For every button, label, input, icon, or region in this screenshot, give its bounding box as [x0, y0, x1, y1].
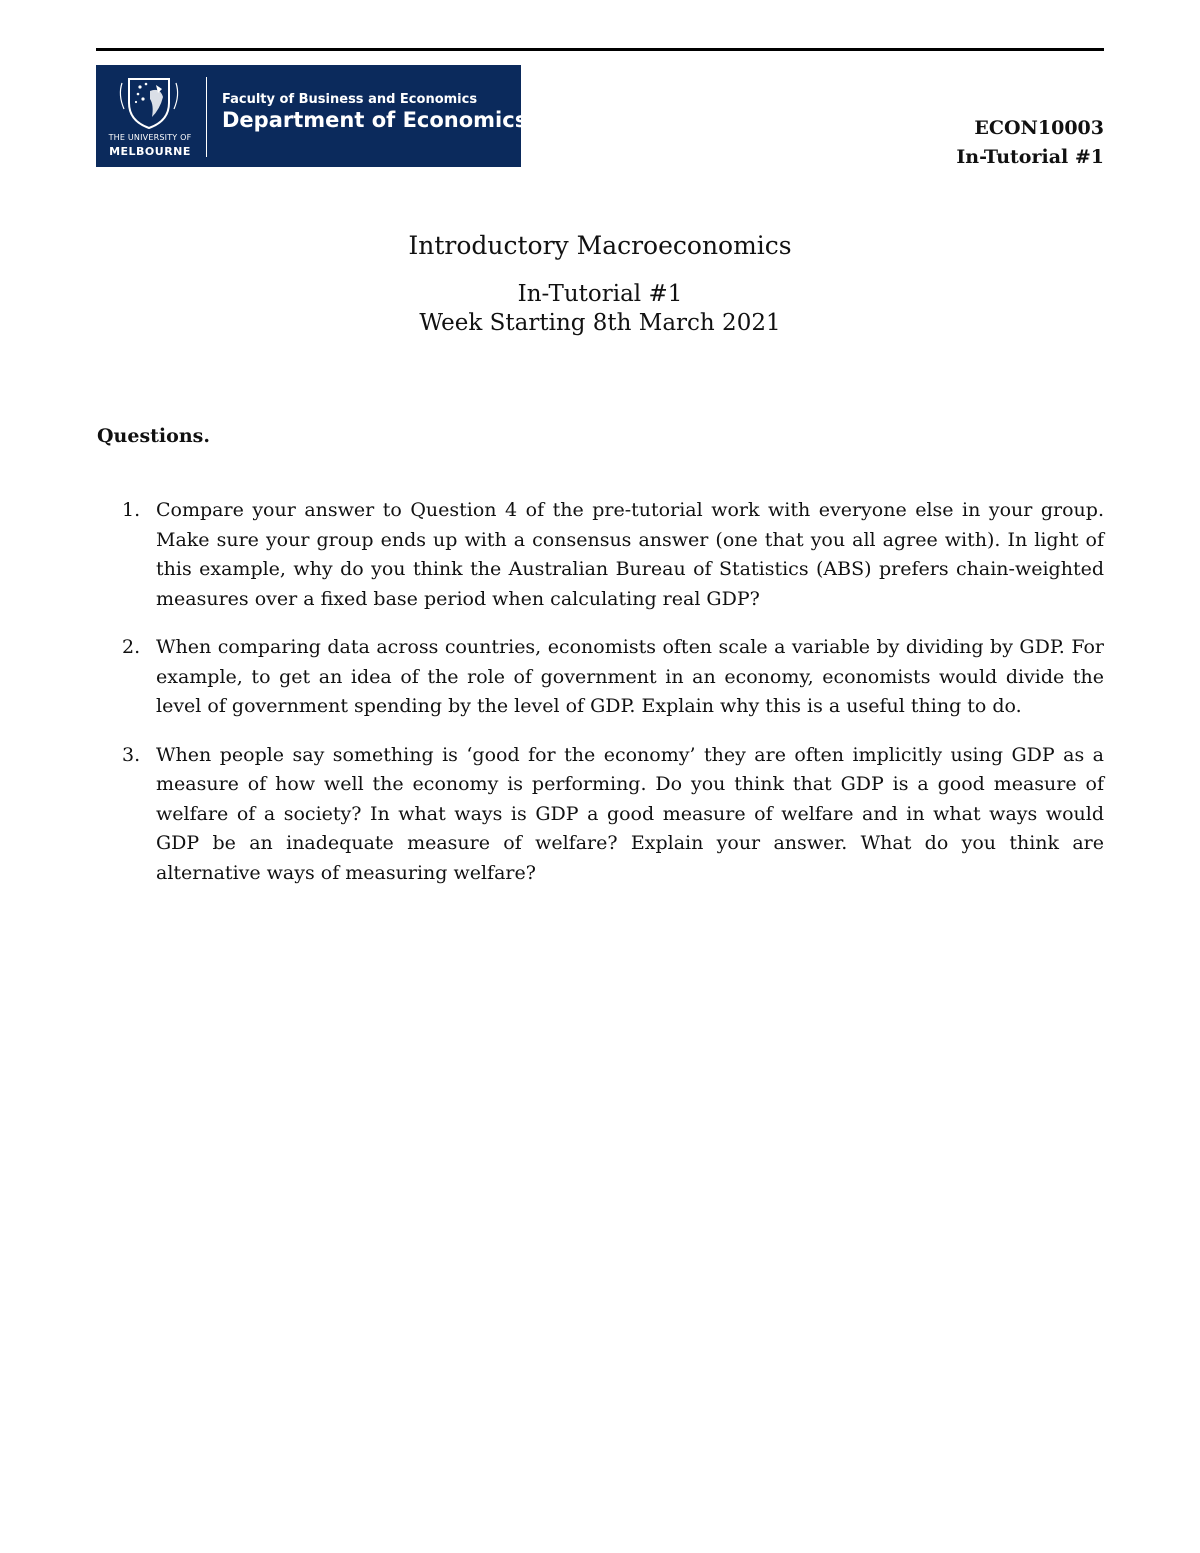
- question-number: 1.: [122, 499, 141, 521]
- top-rule: [96, 48, 1104, 51]
- question-item: [122, 741, 1104, 889]
- document-subtitle: In-Tutorial #1: [517, 281, 683, 307]
- logo-divider: [206, 77, 207, 157]
- question-number: 2.: [122, 636, 141, 658]
- question-list: [122, 496, 1104, 907]
- university-crest-icon: [116, 73, 182, 131]
- university-name-line2: MELBOURNE: [109, 145, 191, 158]
- department-name: Department of Economics: [222, 108, 528, 132]
- document-week: Week Starting 8th March 2021: [419, 310, 781, 336]
- question-item: [122, 633, 1104, 722]
- title-block: [0, 229, 1200, 338]
- course-code: ECON10003: [974, 117, 1104, 139]
- faculty-name: Faculty of Business and Economics: [222, 92, 478, 107]
- question-number: 3.: [122, 743, 141, 766]
- question-text: When comparing data across countries, economists often scale a variable by dividing by GDP. For example, to get an idea of the role of government in an economy, economists would divide the level of government spending by the level of GDP. Explain why this is a useful thing to do.: [156, 636, 1104, 717]
- tutorial-label: In-Tutorial #1: [956, 146, 1104, 168]
- university-name-line1: THE UNIVERSITY OF: [108, 133, 192, 142]
- document-title: Introductory Macroeconomics: [408, 231, 792, 260]
- question-text: When people say something is ‘good for the economy’ they are often implicitly using GDP as a measure of how well the economy is performing. Do you think that GDP is a good measure of welfare of a society? In what ways is GDP a good measure of welfare and in what ways would GDP be an inadequate measure of welfare? Explain your answer. What do you think are alternative ways of measuring welfare?: [156, 743, 1104, 884]
- section-heading: Questions.: [97, 425, 210, 447]
- question-item: [122, 496, 1104, 614]
- university-logo-banner: [96, 65, 528, 167]
- question-text: Compare your answer to Question 4 of the pre-tutorial work with everyone else in your group. Make sure your group ends up with a consensus answer (one that you all agree with). In light of this example, why do you think the Australian Bureau of Statistics (ABS) prefers chain-weighted measures over a fixed base period when calculating real GDP?: [156, 499, 1104, 610]
